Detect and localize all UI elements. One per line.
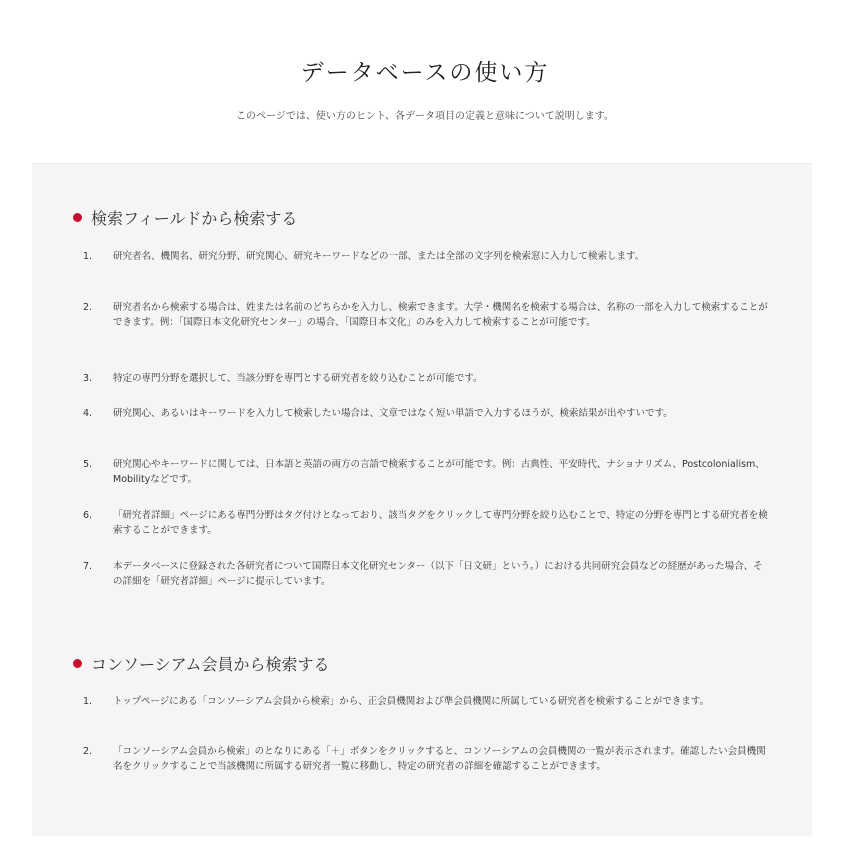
list-item [83,457,773,487]
list-item [83,406,773,421]
item-text: 本データベースに登録された各研究者について国際日本文化研究センター（以下「日文研」という。）における共同研究会員などの経歴があった場合、その詳細を「研究者詳細」ページに提示しています。 [113,561,763,587]
item-text: 「コンソーシアム会員から検索」のとなりにある「＋」ボタンをクリックすると、コンソーシアムの会員機関の一覧が表示されます。確認したい会員機関名をクリックすることで当該機関に所属する研究者一覧に移動し、特定の研究者の詳細を確認することができます。 [113,746,766,772]
item-text: 研究関心やキーワードに関しては、日本語と英語の両方の言語で検索することが可能です。例：古典性、平安時代、ナショナリズム、Postcolonialism、Mobilityなどです。 [113,459,765,485]
list-item [83,694,773,709]
page-header [0,0,850,163]
item-text: 特定の専門分野を選択して、当該分野を専門とする研究者を絞り込むことが可能です。 [113,373,483,384]
list-item [83,300,773,330]
page-subtitle: このページでは、使い方のヒント、各データ項目の定義と意味について説明します。 [236,111,614,122]
circle-bullet-icon [73,659,82,668]
list-item [83,559,773,589]
item-text: トップページにある「コンソーシアム会員から検索」から、正会員機関および準会員機関に所属している研究者を検索することができます。 [113,696,710,707]
item-number: 3. [83,373,93,384]
section-heading [73,206,297,229]
list-item [83,508,773,538]
section-heading-text: 検索フィールドから検索する [91,209,298,228]
item-number: 7. [83,561,93,572]
item-number: 6. [83,510,93,521]
item-number: 2. [83,302,93,313]
list-item [83,371,773,386]
page-title: データベースの使い方 [300,60,550,86]
list-item [83,249,773,264]
item-number: 2. [83,746,93,757]
item-number: 4. [83,408,93,419]
item-number: 1. [83,696,93,707]
item-text: 「研究者詳細」ページにある専門分野はタグ付けとなっており、該当タグをクリックして専門分野を絞り込むことで、特定の分野を専門とする研究者を検索することができます。 [113,510,768,536]
item-text: 研究者名、機関名、研究分野、研究関心、研究キーワードなどの一部、または全部の文字列を検索窓に入力して検索します。 [113,251,645,262]
content-panel [32,163,812,836]
list-item [83,744,773,774]
item-number: 5. [83,459,93,470]
item-number: 1. [83,251,93,262]
item-text: 研究関心、あるいはキーワードを入力して検索したい場合は、文章ではなく短い単語で入力するほうが、検索結果が出やすいです。 [113,408,673,419]
section-heading-text: コンソーシアム会員から検索する [91,655,330,674]
item-text: 研究者名から検索する場合は、姓または名前のどちらかを入力し、検索できます。大学・機関名を検索する場合は、名称の一部を入力して検索することができます。例：「国際日本文化研究センター」の場合、「国際日本文化」のみを入力して検索することが可能です。 [113,302,768,328]
circle-bullet-icon [73,213,82,222]
section-heading [73,652,330,675]
